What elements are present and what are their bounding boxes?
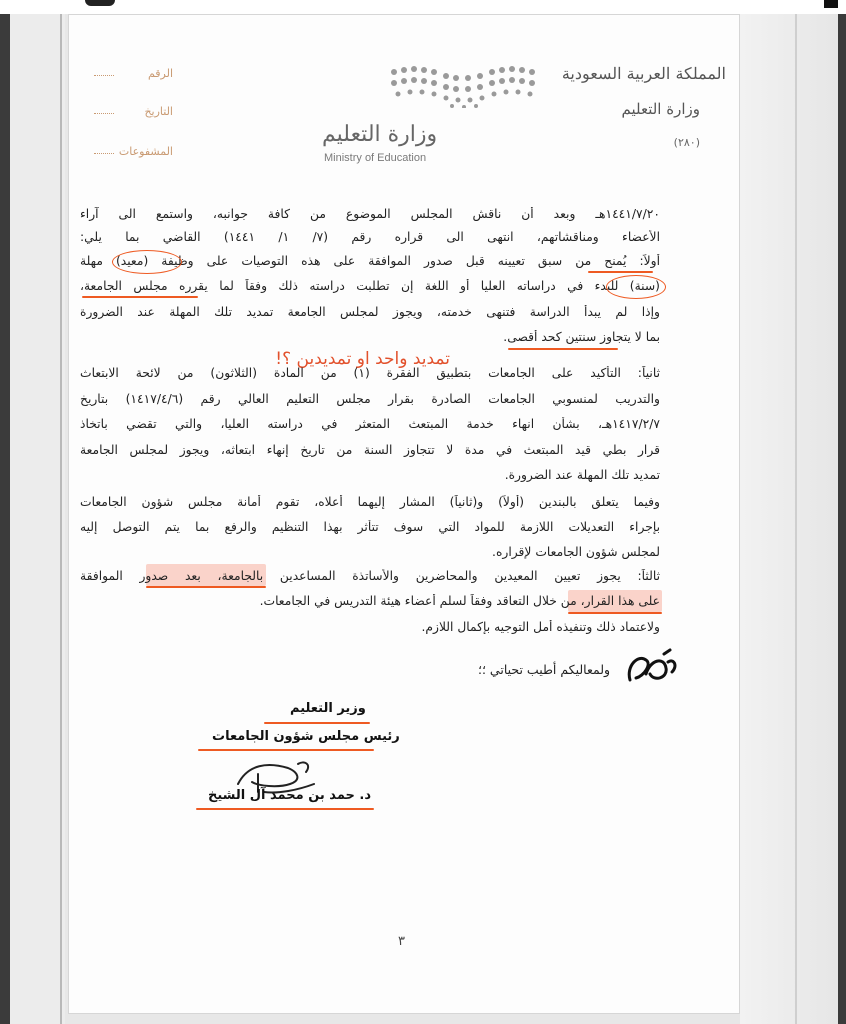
ministry-title: وزارة التعليم [621,100,700,118]
meta-attachments-label: المشفوعات [98,145,173,158]
body-line-9: ١٤١٧/٢/٧هـ، بشأن انهاء خدمة المبتعث المتعثر في دراسته العليا، والتي تقضي باتخاذ [80,417,660,431]
body-line-11: تمديد تلك المهلة عند الضرورة. [504,468,660,482]
handwritten-annotation: تمديد واحد او تمديدين ؟! [275,349,450,369]
underline-council [82,296,198,298]
body-line-14: لمجلس شؤون الجامعات لإقراره. [492,545,660,559]
signatory-name: د. حمد بن محمد آل الشيخ [208,788,372,803]
reference-number: (٢٨٠) [673,136,700,149]
left-shadow [0,14,10,1024]
body-line-5: وإذا لم يبدأ الدراسة فتنهى خدمته، ويجوز لمجلس الجامعة تمديد تلك المهلة عند الضرورة [80,305,660,319]
closing-greeting: ولمعاليكم أطيب تحياتي ؛؛ [478,662,611,677]
logo-english-text: Ministry of Education [324,152,427,164]
body-line-16: على هذا القرار، من خلال التعاقد وفقاً لسلم أعضاء هيئة التدريس في الجامعات. [259,594,660,608]
circle-sanah [606,275,666,299]
underline-two-years [508,348,618,350]
body-line-4: (سنة) للبدء في دراساته العليا أو اللغة إن تطلبت دراسته ذلك وفقاً لما يقرره مجلس الجامعة، [80,279,660,293]
underline-minister [264,722,370,724]
body-line-2: الأعضاء ومناقشاتهم، انتهى الى قراره رقم (٧/ ١/ ١٤٤١) القاضي بما يلي: [80,230,660,244]
body-line-15: ثالثاً: يجوز تعيين المعيدين والمحاضرين والأساتذة المساعدين بالجامعة، بعد صدور الموافقة [80,569,660,583]
body-line-12: وفيما يتعلق بالبندين (أولاً) و(ثانياً) المشار إليهما أعلاه، تقوم أمانة مجلس شؤون الجامعات [80,495,660,509]
underline-council-head [198,749,374,751]
body-line-17: ولاعتماد ذلك وتنفيذه أمل التوجيه بإكمال اللازم. [421,620,660,634]
document-page [68,14,740,1014]
page-number: ٣ [398,934,405,949]
body-line-3: أولاً: يُمنح من سبق تعيينه قبل صدور الموافقة على هذه التوصيات على وظيفة (معيد) مهلة [80,254,660,268]
body-line-10: قرار بطي قيد المبتعث في مدة لا تتجاوز السنة من تاريخ إنهاء ابتعاثه، ويجوز لمجلس الجامعة [80,443,660,457]
right-page-edge [740,14,838,1024]
signatory-title-minister: وزير التعليم [290,701,366,716]
initials-stamp-icon [624,646,680,692]
body-line-8: والتدريب لمنسوبي الجامعات الصادرة بقرار مجلس التعليم العالي رقم (١٤١٧/٤/٦) بتاريخ [80,392,660,406]
body-line-6: بما لا يتجاوز سنتين كحد أقصى. [503,330,660,344]
meta-number-label: الرقم [98,67,173,80]
corner-mark [824,0,838,8]
kingdom-title: المملكة العربية السعودية [561,64,726,83]
underline-approval [146,586,266,588]
underline-name [196,808,374,810]
signatory-title-council: رئيس مجلس شؤون الجامعات [212,729,400,744]
right-shadow [838,14,846,1024]
logo-arabic-text: وزارة التعليم [322,122,438,147]
underline-decision [568,612,662,614]
left-page-edge [10,14,65,1024]
cropped-logo-fragment [85,0,115,6]
body-line-13: بإجراء التعديلات اللازمة للمواد التي سوف تتأثر بهذا التنظيم والرفع بما يتم التوصل إليه [80,520,660,534]
meta-date-label: التاريخ [98,105,173,118]
body-line-1: ١٤٤١/٧/٢٠هـ وبعد أن ناقش المجلس الموضوع من كافة جوانبه، واستمع الى آراء [80,207,660,221]
body-line-7: ثانياً: التأكيد على الجامعات بتطبيق الفقرة (١) من المادة (الثلاثون) من لائحة الابتعاث [80,366,660,380]
circle-moeed [112,250,182,274]
underline-grant [588,271,653,273]
top-strip [0,0,846,14]
page-border [68,14,740,1014]
ministry-logo-icon [388,64,538,108]
